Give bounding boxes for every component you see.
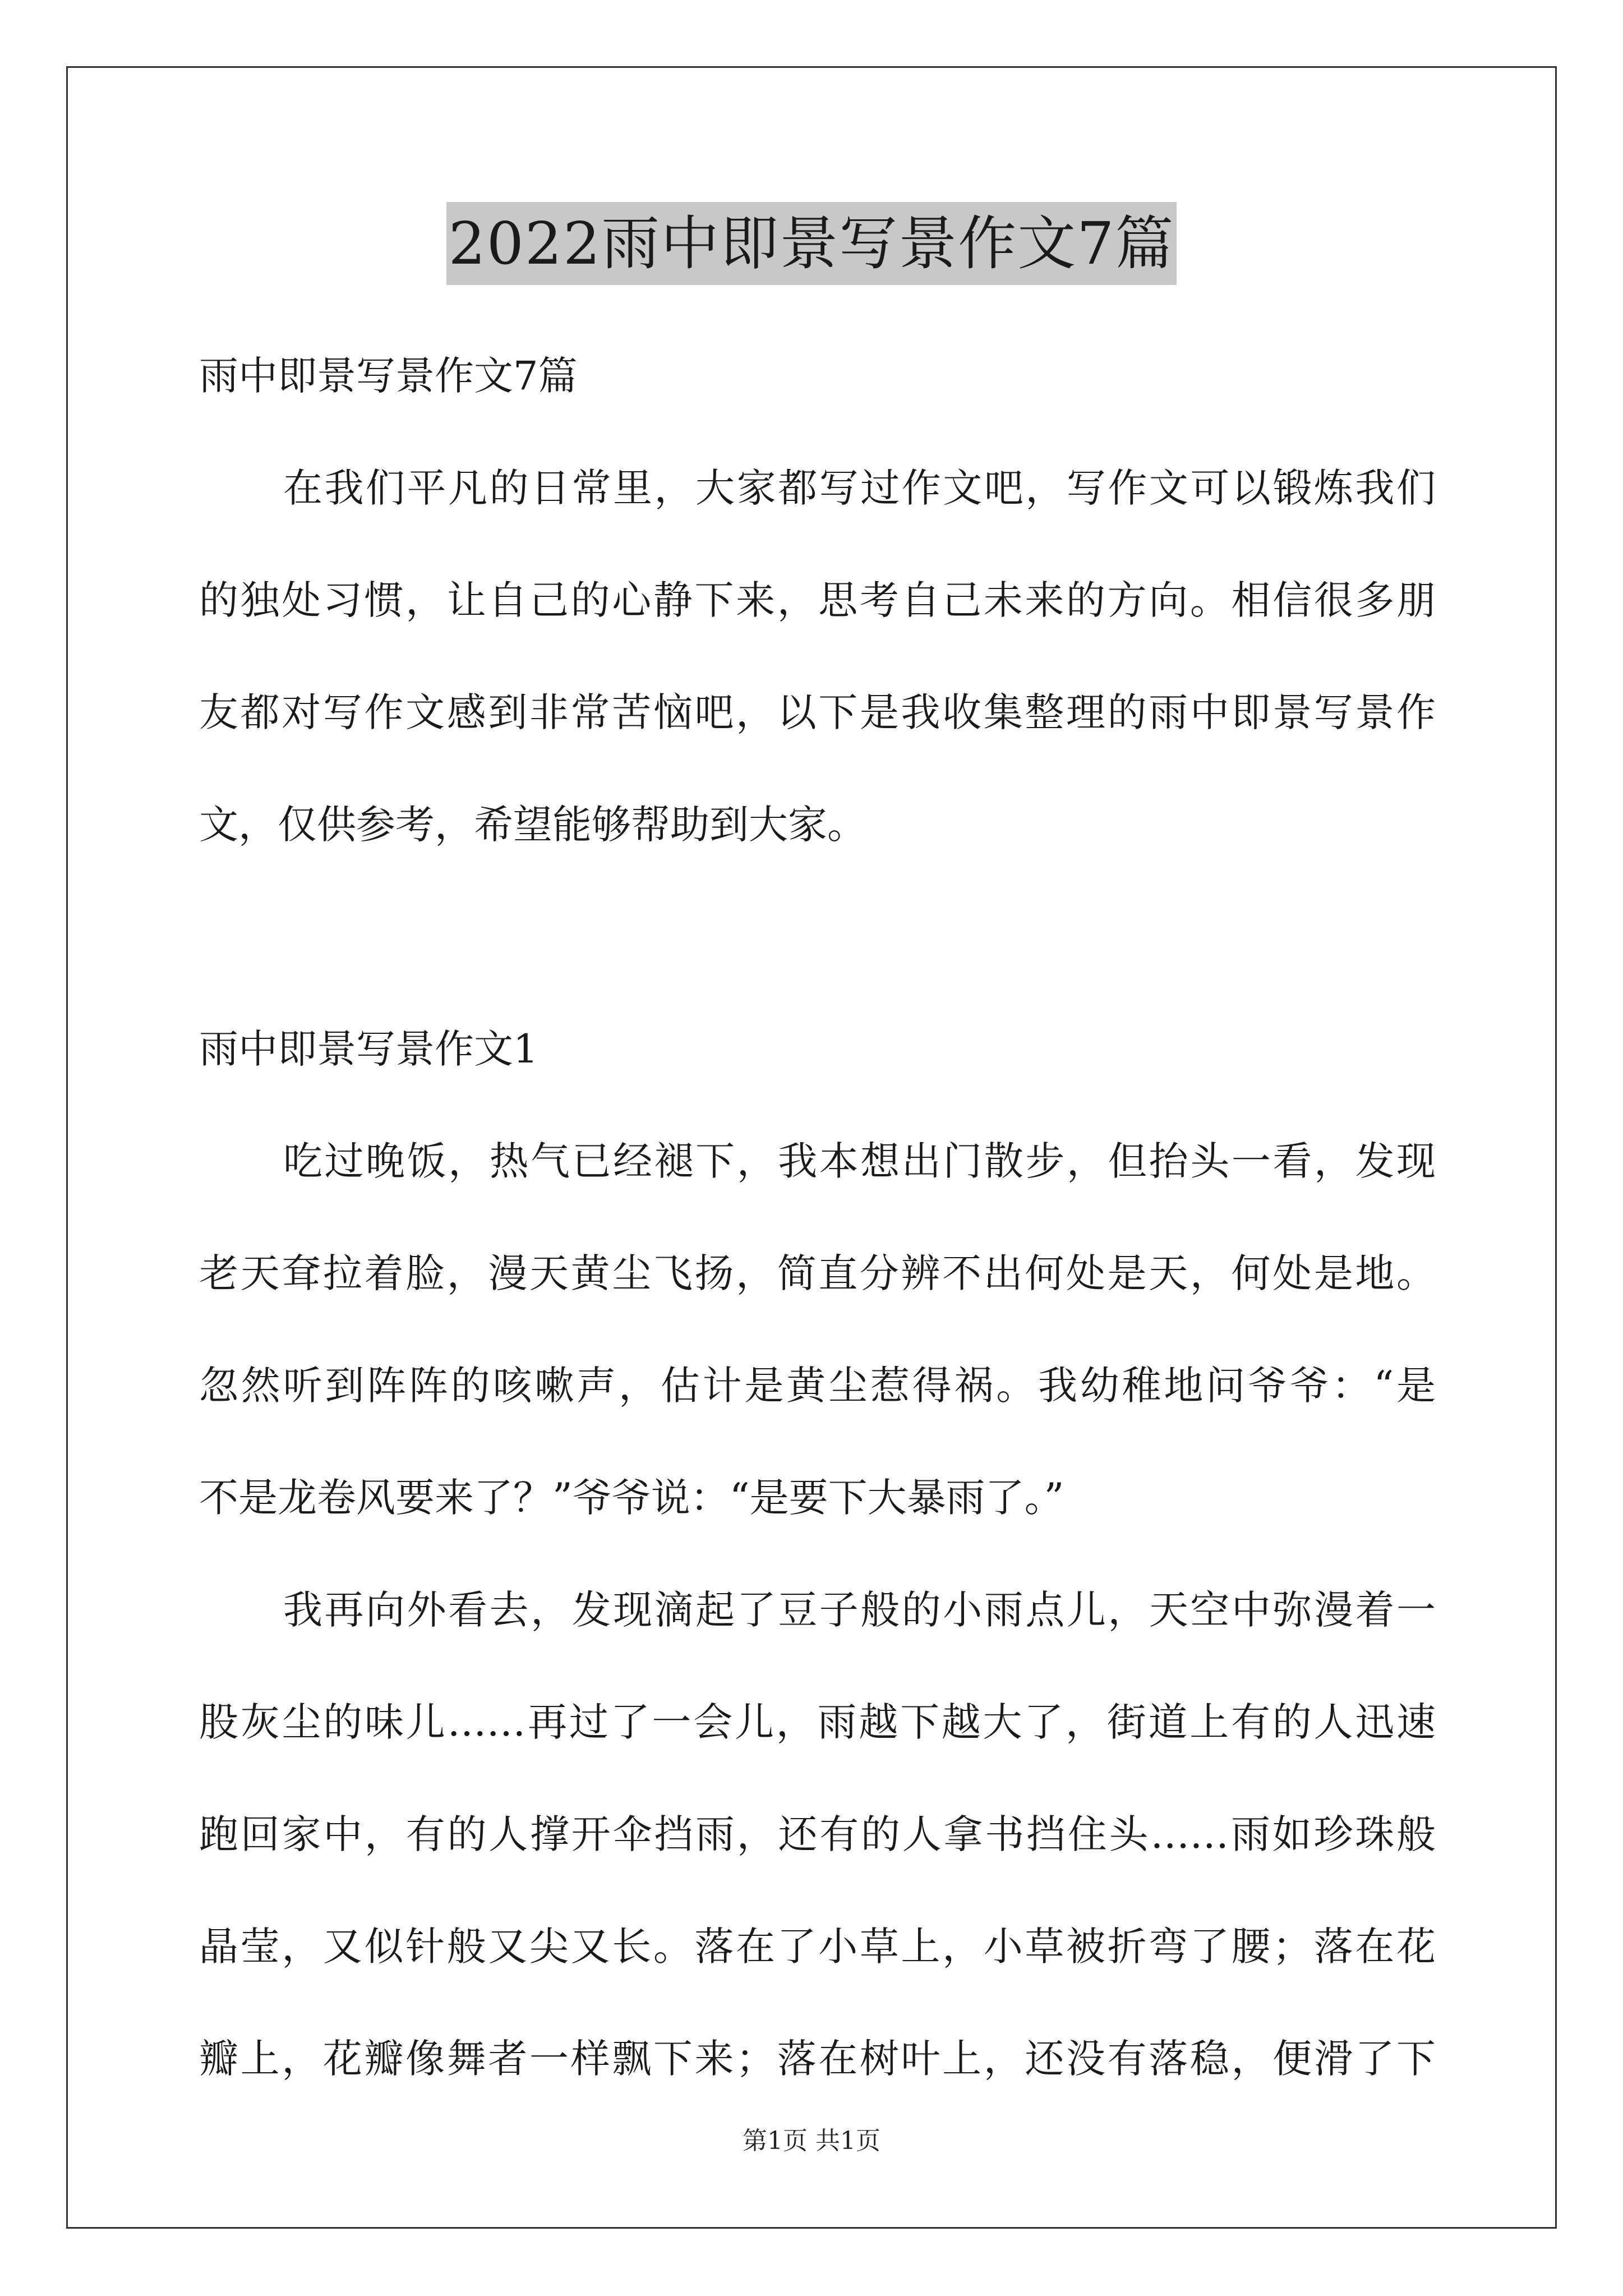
subtitle: 雨中即景写景作文7篇 [199, 353, 578, 399]
title-wrap [0, 202, 1623, 285]
paragraph-line: 跑回家中，有的人撑开伞挡雨，还有的人拿书挡住头……雨如珍珠般 [199, 1811, 1436, 1857]
document-body [199, 320, 1436, 2115]
paragraph-line: 股灰尘的味儿……再过了一会儿，雨越下越大了，街道上有的人迅速 [199, 1699, 1436, 1745]
section-heading: 雨中即景写景作文1 [199, 1026, 538, 1072]
paragraph-line: 我再向外看去，发现滴起了豆子般的小雨点儿，天空中弥漫着一 [283, 1587, 1436, 1633]
page-footer: 第1页 共1页 [743, 2127, 880, 2155]
document-title: 2022雨中即景写景作文7篇 [446, 202, 1177, 285]
paragraph-line: 老天耷拉着脸，漫天黄尘飞扬，简直分辨不出何处是天，何处是地。 [199, 1250, 1436, 1296]
paragraph-line: 不是龙卷风要来了？”爷爷说：“是要下大暴雨了。” [199, 1475, 1064, 1521]
paragraph-line: 吃过晚饭，热气已经褪下，我本想出门散步，但抬头一看，发现 [283, 1138, 1436, 1184]
intro-line: 的独处习惯，让自己的心静下来，思考自己未来的方向。相信很多朋 [199, 577, 1436, 623]
paragraph-line: 晶莹，又似针般又尖又长。落在了小草上，小草被折弯了腰；落在花 [199, 1924, 1436, 1970]
intro-line: 在我们平凡的日常里，大家都写过作文吧，写作文可以锻炼我们 [283, 465, 1436, 511]
blank-line [199, 881, 1436, 993]
intro-line: 文，仅供参考，希望能够帮助到大家。 [199, 802, 866, 848]
paragraph-line: 瓣上，花瓣像舞者一样飘下来；落在树叶上，还没有落稳，便滑了下 [199, 2036, 1436, 2082]
paragraph-line: 忽然听到阵阵的咳嗽声，估计是黄尘惹得祸。我幼稚地问爷爷：“是 [199, 1363, 1436, 1409]
intro-line: 友都对写作文感到非常苦恼吧，以下是我收集整理的雨中即景写景作 [199, 689, 1436, 735]
